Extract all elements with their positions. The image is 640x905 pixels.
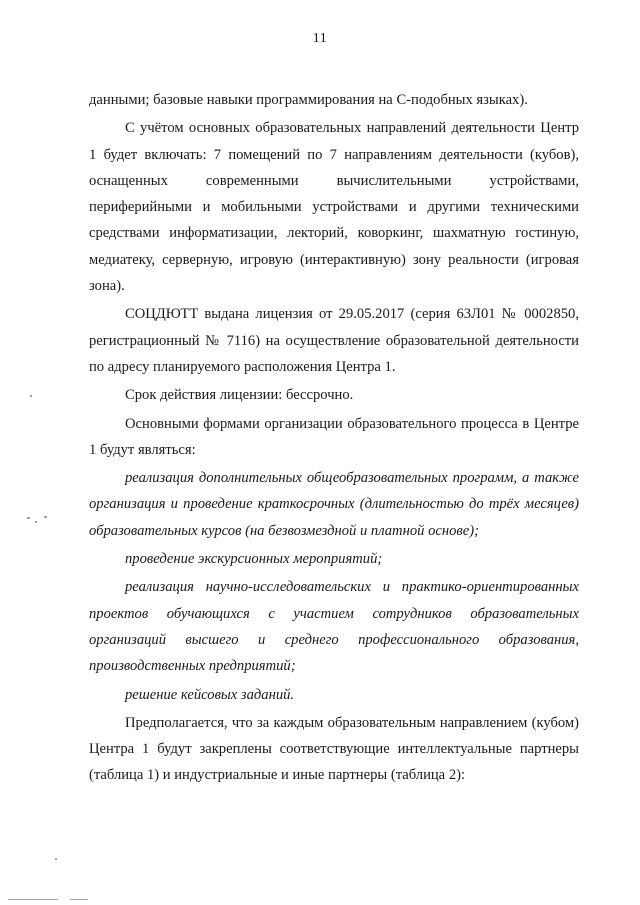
paragraph-partners: Предполагается, что за каждым образовательным направлением (кубом) Центра 1 будут закреплены соответствующие интеллектуальные партнеры (таблица 1) и индустриальные и иные партнеры (таблица 2):	[89, 714, 579, 784]
scan-artifact-mark	[55, 858, 57, 860]
scan-artifact-mark	[44, 516, 47, 518]
list-item-programs-basis: на безвозмездной и платной основе	[249, 522, 470, 539]
list-item-programs-end: );	[469, 522, 479, 539]
paragraph-license: СОЦДЮТТ выдана лицензия от 29.05.2017 (серия 63Л01 № 0002850, регистрационный № 7116) на осуществление образовательной деятельности по адресу планируемого расположения Центра 1.	[89, 306, 579, 375]
list-item-cases: решение кейсовых заданий.	[125, 686, 295, 703]
list-item-excursions: проведение экскурсионных мероприятий;	[125, 551, 383, 568]
list-item-programs	[89, 465, 579, 544]
list-item-projects: реализация научно-исследовательских и практико-ориентированных проектов обучающихся с участием сотрудников образовательных организаций высшего и среднего профессионального образования, производственных предприятий;	[89, 579, 579, 675]
paragraph-forms-intro: Основными формами организации образовательного процесса в Центре 1 будут являться:	[89, 415, 579, 458]
paragraph-continuation: данными; базовые навыки программирования на С-подобных языках).	[89, 92, 528, 108]
page-number: 11	[312, 31, 328, 46]
scan-artifact-mark	[8, 899, 58, 900]
list-item-programs-text: реализация дополнительных общеобразовательных программ, а также организация и проведение краткосрочных (длительностью до трёх месяцев) образовательных курсов (	[89, 470, 579, 539]
scan-artifact-mark	[35, 521, 37, 523]
paragraph-center-composition: С учётом основных образовательных направлений деятельности Центр 1 будет включать: 7 помещений по 7 направлениям деятельности (кубов), оснащенных современными вычислительными устройствами, периферийными и мобильными устройствами и другими техническими средствами информатизации, лекторий, коворкинг, шахматную гостиную, медиатеку, серверную, игровую (интерактивную) зону реальности (игровая зона).	[89, 120, 579, 295]
document-body	[89, 87, 579, 789]
paragraph-license-term: Срок действия лицензии: бессрочно.	[125, 387, 354, 404]
scan-artifact-mark	[70, 899, 88, 900]
scan-artifact-mark	[30, 395, 32, 397]
scan-artifact-mark	[27, 517, 30, 519]
